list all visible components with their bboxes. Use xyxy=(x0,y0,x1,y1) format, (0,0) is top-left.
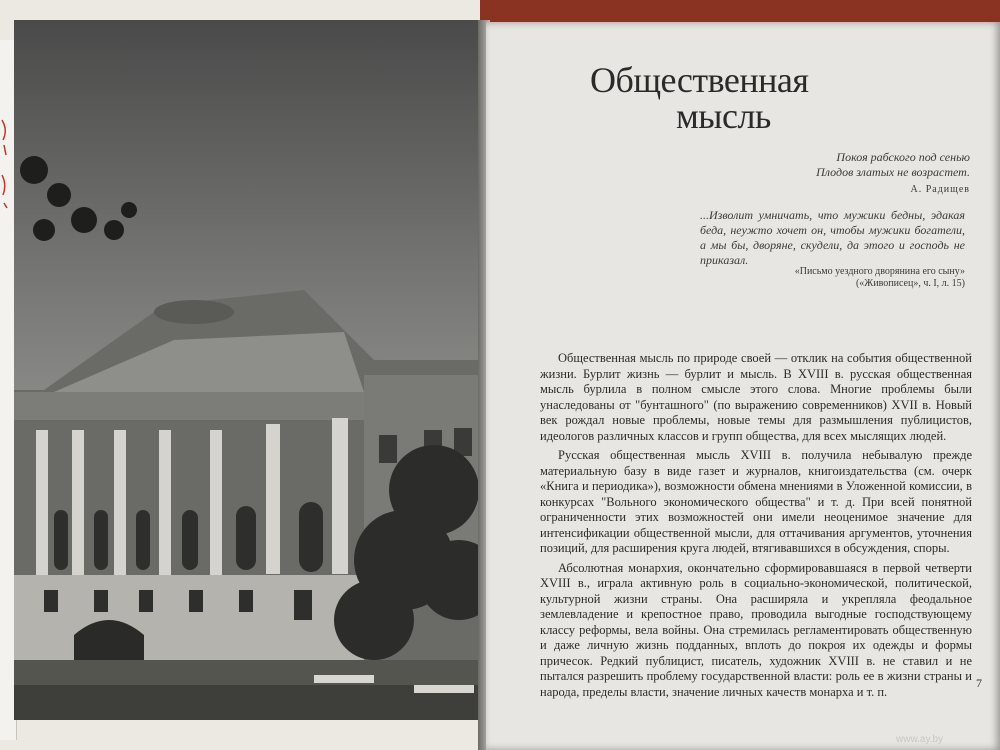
epigraph-line: Покоя рабского под сенью xyxy=(836,150,970,164)
epigraph-line: Плодов златых не возрастет. xyxy=(816,165,970,179)
chapter-title xyxy=(590,62,930,134)
paragraph: Абсолютная монархия, окончательно сформировавшаяся в первой четверти XVIII в., играла активную роль в социально-экономической, политической, культурной жизни страны. Она расширяла и укрепляла феодальное землевладение и крепостное право, проводила выгодные господствующему классу реформы, вела войны. Она стремилась регламентировать общественную и даже личную жизнь подданных, вплоть до покроя их одежды и формы причесок. Редкий публицист, писатель, художник XVIII в. не ставил и не пытался разрешить проблему государственной власти: роль ее в жизни страны и народа, пределы власти, значение личных качеств монарха и т. п. xyxy=(540,560,972,699)
watermark: www.ay.by xyxy=(896,734,944,745)
epigraph-source xyxy=(700,266,965,290)
epigraph-radishchev xyxy=(600,150,970,197)
epigraph-letter: ...Изволит умничать, что мужики бедны, эдакая беда, неужто хочет он, чтобы мужики богатели, а мы бы, дворяне, скудели, да этого и господь не приказал. xyxy=(700,208,965,267)
chapter-title-line1: Общественная xyxy=(590,60,809,100)
paragraph: Русская общественная мысль XVIII в. получила небывалую прежде материальную базу в виде газет и журналов, книгоиздательства (см. очерк «Книга и периодика»), возможности обмена мнениями в Уложенной комиссии, в конкурсах "Вольного экономического общества" и т. д. При всей понятной ограниченности этих возможностей они имели неоценимое значение для интенсификации общественной мысли, для оттачивания аргументов, уточнения позиций, для расширения круга людей, втягивавшихся в обсуждения, споры. xyxy=(540,448,972,555)
epigraph-source-line: («Живописец», ч. I, л. 15) xyxy=(855,278,965,289)
building-photo-icon xyxy=(14,20,482,720)
body-text xyxy=(540,351,972,704)
paragraph: Общественная мысль по природе своей — отклик на события общественной жизни. Бурлит жизнь — бурлит и мысль. В XVIII в. русская общественная мысль бурлила в полном смысле этого слова. Многие проблемы были унаследованы от "бунташного" (по выражению современников) XVII в. Новый век рождал новые проблемы, новые темы для размышления публицистов, идеологов различных классов и групп общества, для всех мыслящих людей. xyxy=(540,351,972,443)
page-number: 7 xyxy=(976,676,982,690)
epigraph-author: А. Радищев xyxy=(910,184,970,195)
building-photo xyxy=(14,20,482,720)
epigraph-source-line: «Письмо уездного дворянина его сыну» xyxy=(794,266,965,277)
chapter-title-line2: мысль xyxy=(676,96,771,136)
pen-mark-icon xyxy=(0,115,10,210)
